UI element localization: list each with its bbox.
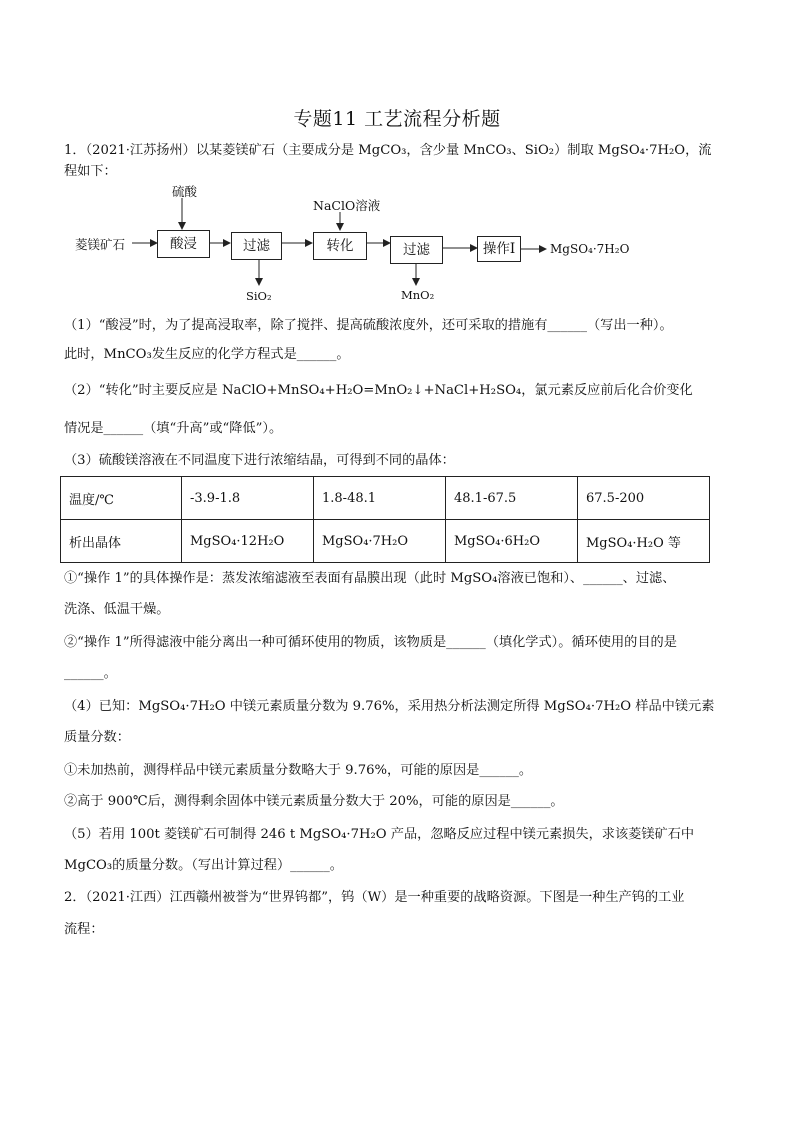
q1-part4-line2: 质量分数： xyxy=(64,730,130,745)
q2-intro-line1: 2．（2021·江西）江西赣州被誉为“世界钨都”，钨（W）是一种重要的战略资源。下图是一种生产钨的工业 xyxy=(64,890,685,905)
q1-part5-line1: （5）若用 100t 菱镁矿石可制得 246 t MgSO₄·7H₂O 产品，忽略反应过程中镁元素损失，求该菱镁矿石中 xyxy=(64,827,695,842)
table-cell: 析出晶体 xyxy=(61,520,182,563)
table-cell: MgSO₄·12H₂O xyxy=(182,520,314,563)
table-cell: MgSO₄·H₂O 等 xyxy=(578,520,710,563)
q1-part2-line2: 情况是______（填“升高”或“降低”）。 xyxy=(64,421,283,436)
q1-part5-line2: MgCO₃的质量分数。（写出计算过程）______。 xyxy=(64,858,343,873)
q2-intro-line2: 流程： xyxy=(64,922,104,937)
table-row xyxy=(61,520,710,563)
q1-part4-line1: （4）已知：MgSO₄·7H₂O 中镁元素质量分数为 9.76%，采用热分析法测定所得 MgSO₄·7H₂O 样品中镁元素 xyxy=(64,699,715,714)
page-title: 专题11 工艺流程分析题 xyxy=(293,108,501,130)
byproduct-sio2-label: SiO₂ xyxy=(246,289,272,303)
table-cell: 48.1-67.5 xyxy=(446,477,578,520)
table-cell: 1.8-48.1 xyxy=(314,477,446,520)
q1-part3-intro: （3）硫酸镁溶液在不同温度下进行浓缩结晶，可得到不同的晶体： xyxy=(64,453,455,468)
table-cell: MgSO₄·7H₂O xyxy=(314,520,446,563)
byproduct-mno2-label: MnO₂ xyxy=(401,288,435,302)
step-filter2-box: 过滤 xyxy=(390,236,443,264)
crystallization-table xyxy=(60,476,710,563)
q1-intro-line1: 1．（2021·江苏扬州）以某菱镁矿石（主要成分是 MgCO₃，含少量 MnCO₃、SiO₂）制取 MgSO₄·7H₂O，流 xyxy=(64,143,712,158)
product-label: MgSO₄·7H₂O xyxy=(550,242,630,256)
q1-part4-sub1: ①未加热前，测得样品中镁元素质量分数略大于 9.76%，可能的原因是______。 xyxy=(64,763,533,778)
table-cell: 温度/℃ xyxy=(61,477,182,520)
step-convert-box: 转化 xyxy=(313,232,367,260)
step-filter1-box: 过滤 xyxy=(231,232,282,260)
q1-part3-sub1-line1: ①“操作 1”的具体操作是：蒸发浓缩滤液至表面有晶膜出现（此时 MgSO₄溶液已饱和）、______、过滤、 xyxy=(64,571,676,586)
step-acid-leach-box: 酸浸 xyxy=(157,230,210,258)
q1-part1-line1: （1）“酸浸”时，为了提高浸取率，除了搅拌、提高硫酸浓度外，还可采取的措施有______（写出一种）。 xyxy=(64,318,673,333)
q1-part3-sub1-line2: 洗涤、低温干燥。 xyxy=(64,602,170,617)
q1-part1-line2: 此时，MnCO₃发生反应的化学方程式是______。 xyxy=(64,347,350,362)
q1-intro-line2: 程如下： xyxy=(64,164,117,179)
reagent-naclo-solution: NaClO溶液 xyxy=(313,198,381,213)
table-cell: MgSO₄·6H₂O xyxy=(446,520,578,563)
raw-material-label: 菱镁矿石 xyxy=(75,237,126,252)
q1-part3-sub2-line1: ②“操作 1”所得滤液中能分离出一种可循环使用的物质，该物质是______（填化学式）。循环使用的目的是 xyxy=(64,635,677,650)
q1-part2-line1: （2）“转化”时主要反应是 NaClO+MnSO₄+H₂O=MnO₂↓+NaCl+H₂SO₄，氯元素反应前后化合价变化 xyxy=(64,383,693,398)
step-operation1-box: 操作I xyxy=(477,236,521,262)
flowchart-arrows xyxy=(0,0,794,320)
table-cell: 67.5-200 xyxy=(578,477,710,520)
q1-part4-sub2: ②高于 900℃后，测得剩余固体中镁元素质量分数大于 20%，可能的原因是______。 xyxy=(64,794,564,809)
q1-part3-sub2-line2: ______。 xyxy=(64,666,117,681)
table-row xyxy=(61,477,710,520)
table-cell: -3.9-1.8 xyxy=(182,477,314,520)
reagent-sulfuric-acid: 硫酸 xyxy=(172,184,198,199)
